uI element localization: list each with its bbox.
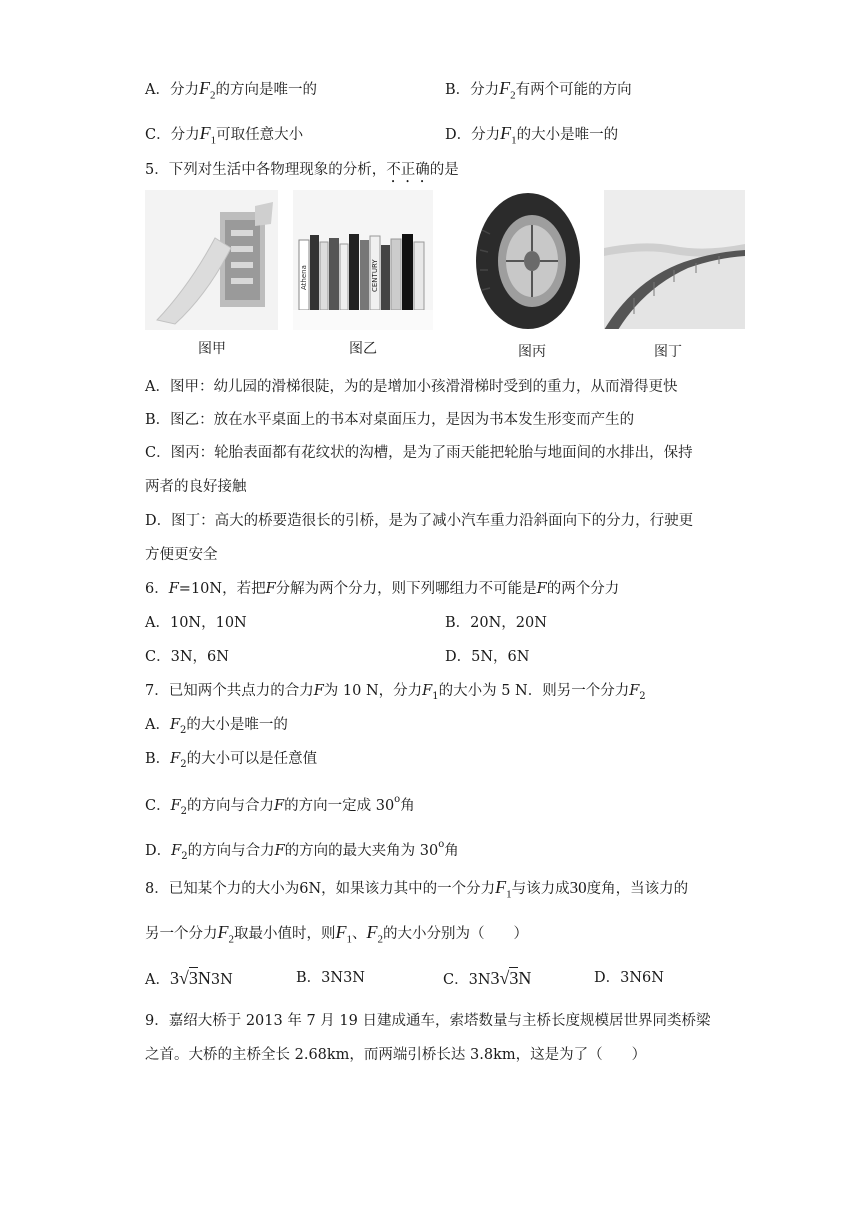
math-symbol: $F_2$ xyxy=(499,78,516,102)
book-spine-text: Athena xyxy=(300,265,308,290)
q7-option-c: C．$F_2$的方向与合力F的方向一定成 30$^o$角 xyxy=(145,794,415,817)
q8-stem-line1: 8．已知某个力的大小为6N，如果该力其中的一个分力$F_1$与该力成30度角，当该力的 xyxy=(145,877,689,901)
q6-option-c: C．3N，6N xyxy=(145,649,229,665)
q6-option-b: B．20N，20N xyxy=(445,615,547,631)
math-symbol: $F_1$ xyxy=(500,123,517,147)
q7-option-d: D．$F_2$的方向与合力F的方向的最大夹角为 30$^o$角 xyxy=(145,839,459,862)
q8-option-b: B．3N3N xyxy=(296,970,365,986)
q7-stem: 7．已知两个共点力的合力F为 10 N，分力$F_1$的大小为 5 N．则另一个分力$F_2$ xyxy=(145,683,646,702)
q9-stem-line1: 9．嘉绍大桥于 2013 年 7 月 19 日建成通车，索塔数量与主桥长度规模居世界同类桥梁 xyxy=(145,1013,711,1029)
figure-caption-ding: 图丁 xyxy=(654,344,682,360)
q8-option-c: C．3N3√3N xyxy=(443,968,532,988)
q6-option-a: A．10N，10N xyxy=(145,615,247,631)
q6-option-d: D．5N，6N xyxy=(445,649,530,665)
q4-option-c: C．分力$F_1$可取任意大小 xyxy=(145,123,304,147)
figure-caption-jia: 图甲 xyxy=(198,341,226,357)
bridge-image xyxy=(604,190,745,329)
q5-option-c-line1: C．图丙：轮胎表面都有花纹状的沟槽，是为了雨天能把轮胎与地面间的水排出，保持 xyxy=(145,445,693,461)
q5-option-d-line1: D．图丁：高大的桥要造很长的引桥，是为了减小汽车重力沿斜面向下的分力，行驶更 xyxy=(145,513,694,529)
q5-option-d-line2: 方便更安全 xyxy=(145,547,218,563)
math-symbol: $F_2$ xyxy=(198,78,216,102)
q4-option-a: A．分力$F_2$的方向是唯一的 xyxy=(145,78,317,102)
sqrt-sign: √ xyxy=(499,968,510,988)
q5-stem: 5．下列对生活中各物理现象的分析，不正确的是 xyxy=(145,162,459,178)
book-spine-text: CENTURY xyxy=(371,259,379,292)
slide-image xyxy=(145,190,278,330)
q4-option-d: D．分力$F_1$的大小是唯一的 xyxy=(445,123,619,147)
q4-option-b: B．分力$F_2$有两个可能的方向 xyxy=(445,78,632,102)
q9-stem-line2: 之首。大桥的主桥全长 2.68km，而两端引桥长达 3.8km，这是为了（ ） xyxy=(145,1047,647,1063)
q5-option-a: A．图甲：幼儿园的滑梯很陡，为的是增加小孩滑滑梯时受到的重力，从而滑得更快 xyxy=(145,379,678,395)
q6-stem: 6．F=10N，若把F分解为两个分力，则下列哪组力不可能是F的两个分力 xyxy=(145,581,620,597)
q5-option-c-line2: 两者的良好接触 xyxy=(145,479,247,495)
q8-option-a: A．3√3N3N xyxy=(145,968,233,988)
q7-option-b: B．$F_2$的大小可以是任意值 xyxy=(145,751,318,770)
books-image xyxy=(293,190,433,330)
q8-option-d: D．3N6N xyxy=(594,970,664,986)
figure-caption-bing: 图丙 xyxy=(518,344,546,360)
figure-caption-yi: 图乙 xyxy=(349,341,377,357)
sqrt-sign: √ xyxy=(178,968,189,988)
tire-image xyxy=(472,190,584,332)
q5-option-b: B．图乙：放在水平桌面上的书本对桌面压力，是因为书本发生形变而产生的 xyxy=(145,412,635,428)
q8-stem-line2: 另一个分力$F_2$取最小值时，则$F_1$、$F_2$的大小分别为（ ） xyxy=(145,922,528,946)
q7-option-a: A．$F_2$的大小是唯一的 xyxy=(145,717,288,736)
math-symbol: $F_1$ xyxy=(199,123,217,147)
